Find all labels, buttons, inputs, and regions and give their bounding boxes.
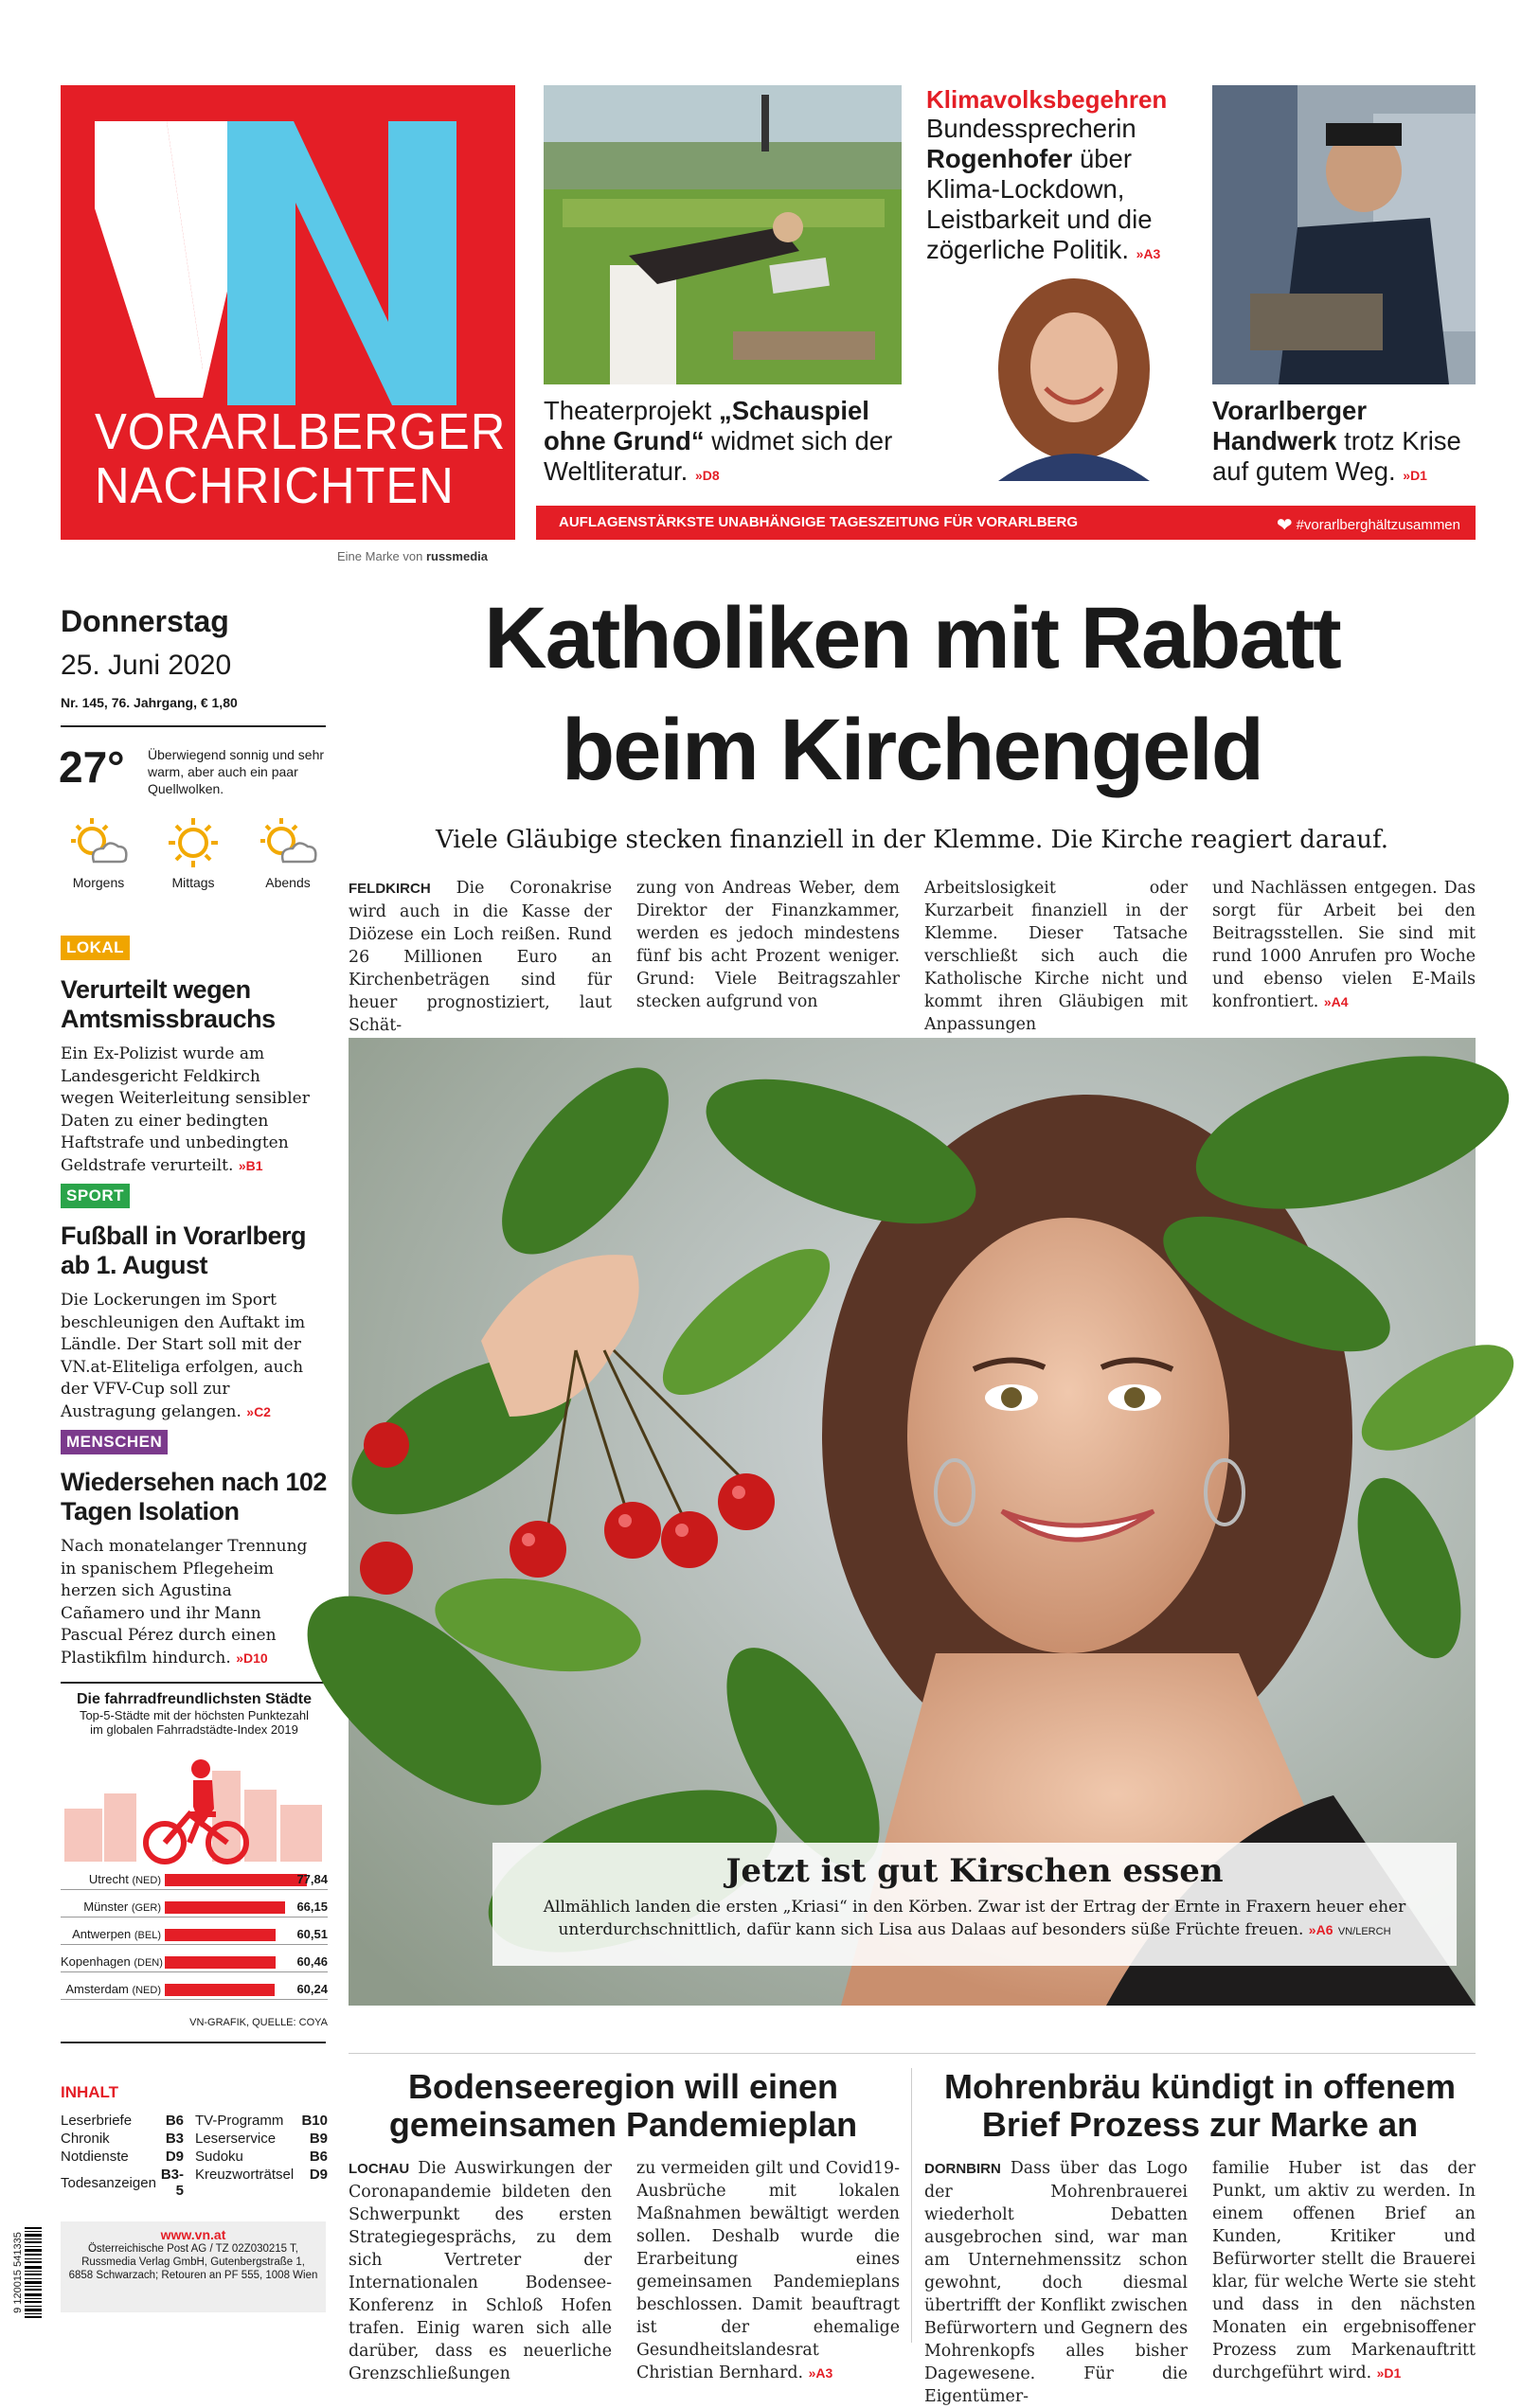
infographic-title: Die fahrradfreundlichsten Städte: [76, 1691, 313, 1707]
bar-row: [61, 1979, 328, 2000]
partly-cloudy-icon: [65, 816, 132, 869]
sidebar-headline-menschen[interactable]: Wiedersehen nach 102 Tagen Isolation: [61, 1468, 327, 1525]
column-divider: [911, 2068, 912, 2343]
imprint-box: [61, 2221, 326, 2312]
bike-infographic: [61, 1691, 328, 2034]
bar-row: [61, 1952, 328, 1972]
story-left-col-1-text: Die Auswirkungen der Coronapandemie bildeten den Schwerpunkt des ersten Strategiegesprächs, zu dem sich Vertreter der Internationalen Bodensee-Konferenz in Schloß Hofen trafen. Einig waren sich alle darüber, dass es neuerliche Grenzschließungen: [349, 2159, 612, 2383]
lead-col-1-text: Die Coronakrise wird auch in die Kasse der Diözese ein Loch reißen. Rund 26 Millionen Euro an Kirchenbeträgen sind für heuer prognostiziert, laut Schät-: [349, 879, 612, 1035]
story-right-ref[interactable]: »D1: [1376, 2365, 1402, 2381]
toc-label: Leserbriefe: [61, 2113, 133, 2129]
lead-col-2-text: zung von Andreas Weber, dem Direktor der Finanzkammer, werden es jedoch mindestens fünf bis acht Prozent weniger. Grund: Viele Beitragszahler stecken aufgrund von: [636, 879, 900, 1011]
bar-mark: [165, 1901, 285, 1914]
brand-note-name: russmedia: [425, 549, 488, 563]
divider: [61, 2042, 326, 2043]
hashtag[interactable]: [1277, 513, 1460, 537]
toc-label: Leserservice: [195, 2131, 277, 2147]
inhalt-left: [61, 2112, 184, 2200]
story-left-col-2: [636, 2157, 900, 2384]
bar-row: [61, 1869, 328, 1890]
toc-label: TV-Programm: [195, 2113, 284, 2129]
bar-mark: [165, 1956, 276, 1969]
barcode: [4, 2227, 42, 2318]
inhalt-title: INHALT: [61, 2083, 119, 2101]
toc-page: D9: [165, 2149, 184, 2165]
infographic-subtitle-2: im globalen Fahrradstädte-Index 2019: [90, 1722, 298, 1737]
caption-line-1: Allmählich landen die ersten „Kriasi“ in den Körben. Zwar ist der Ertrag der Ernte in Fraxern heuer eher: [543, 1898, 1406, 1917]
sidebar-ref-sport[interactable]: »C2: [246, 1403, 271, 1419]
lead-dateline: FELDKIRCH: [349, 881, 431, 897]
lead-col-3-text: Arbeitslosigkeit oder Kurzarbeit finanziell in der Klemme. Dieser Tatsache verschließt sich auch die Katholische Kirche nicht und kommt ihren Gläubigen mit Anpassungen: [924, 879, 1188, 1034]
sidebar-body-menschen: [61, 1536, 318, 1669]
barcode-number: 9 120015 541335: [12, 2232, 24, 2313]
handwerk-ref[interactable]: »D1: [1403, 468, 1427, 483]
toc-page: B9: [309, 2131, 328, 2147]
masthead-name-line2: NACHRICHTEN: [95, 457, 455, 514]
bar-category-label: [61, 1900, 161, 1914]
bar-category-label: [61, 1982, 161, 1996]
story-right-col-1: [924, 2157, 1188, 2408]
sidebar-ref-lokal[interactable]: »B1: [238, 1157, 263, 1173]
section-tag-sport[interactable]: SPORT: [61, 1184, 130, 1208]
klima-text-b: über Klima-Lockdown, Leistbarkeit und die zögerliche Politik.: [926, 144, 1153, 264]
bike-skyline-illustration: [61, 1752, 328, 1865]
toc-row[interactable]: [195, 2130, 328, 2148]
weather-text: Überwiegend sonnig und sehr warm, aber auch ein paar Quellwolken.: [148, 747, 325, 796]
theater-teaser-text-b: widmet sich der Weltliteratur.: [544, 426, 893, 486]
lead-ref[interactable]: »A4: [1323, 994, 1349, 1009]
caption-title[interactable]: Jetzt ist gut Kirschen essen: [725, 1852, 1224, 1890]
sidebar-body-lokal-text: Ein Ex-Polizist wurde am Landesgericht Feldkirch wegen Weiterleitung sensibler Daten zu einer bedingten Haftstrafe und unbedingten Geldstrafe verurteilt.: [61, 1044, 310, 1175]
toc-row[interactable]: [61, 2112, 184, 2130]
bar-country: (NED): [132, 1875, 161, 1886]
klima-kicker: Klimavolksbegehren: [926, 85, 1168, 114]
story-right-col-1-text: Dass über das Logo der Mohrenbrauerei wiederholt Debatten ausgebrochen sind, war man am Unternehmenssitz schon gewohnt, doch diesmal übertrifft der Konflikt zwischen Befürwortern und Gegnern des Mohrenkopfs alles bisher Dagewesene. Für die Eigentümer-: [924, 2159, 1189, 2406]
weather-label-mittags: Mittags: [171, 875, 215, 890]
theater-teaser[interactable]: [544, 396, 922, 491]
toc-page: B6: [165, 2113, 184, 2129]
bar-city: Amsterdam: [65, 1982, 133, 1996]
weekday: Donnerstag: [61, 604, 229, 638]
lead-headline-1[interactable]: Katholiken mit Rabatt: [484, 590, 1340, 687]
bar-country: (NED): [132, 1985, 161, 1996]
imprint-line-3: 6858 Schwarzach; Retouren an PF 555, 1008 Wien: [68, 2270, 318, 2281]
story-left-col-1: [349, 2157, 612, 2385]
toc-row[interactable]: [195, 2166, 328, 2184]
toc-label: Chronik: [61, 2131, 110, 2147]
toc-page: D9: [309, 2167, 328, 2183]
masthead-logo-block[interactable]: [61, 85, 515, 540]
lead-col-4: [1212, 877, 1476, 1013]
weather-slots: [61, 816, 328, 901]
handwerk-text-b: trotz Krise auf gutem Weg.: [1212, 426, 1461, 486]
sidebar-body-sport: [61, 1290, 318, 1423]
toc-label: Sudoku: [195, 2149, 243, 2165]
divider: [349, 2053, 1476, 2054]
masthead-name-line1: VORARLBERGER: [95, 403, 507, 460]
partly-cloudy-icon: [255, 816, 321, 869]
sidebar-headline-lokal[interactable]: Verurteilt wegen Amtsmissbrauchs: [61, 975, 276, 1033]
toc-page: B3-5: [160, 2167, 184, 2199]
toc-row[interactable]: [61, 2130, 184, 2148]
caption-line-2-text: unterdurchschnittlich, dafür kann sich Lisa aus Dalaas auf besonders süße Früchte freuen.: [558, 1920, 1304, 1939]
klima-teaser[interactable]: [926, 85, 1201, 269]
handwerk-bold: Vorarlberger Handwerk: [1212, 396, 1368, 455]
hashtag-text: #vorarlberghältzusammen: [1296, 517, 1460, 533]
bar-value-label: 60,24: [296, 1982, 328, 1996]
story-right-col-2-text: familie Huber ist das der Punkt, um aktiv zu werden. In einem offenen Brief an Kunden, Kritiker und Befürworter stellt die Brauerei klar, für welche Werte sie steht und dass in den nächsten Monaten ein ergebnisoffener Prozess zum Markenauftritt durchgeführt wird.: [1212, 2159, 1476, 2382]
theater-teaser-text-a: Theaterprojekt: [544, 396, 719, 425]
lead-headline-2[interactable]: beim Kirchengeld: [562, 702, 1262, 798]
rogenhofer-portrait[interactable]: [989, 275, 1159, 481]
klima-ref[interactable]: »A3: [1136, 246, 1161, 261]
bar-country: (GER): [131, 1902, 161, 1914]
bar-row: [61, 1924, 328, 1945]
photo-caption-box: [492, 1843, 1457, 1966]
toc-row[interactable]: [61, 2148, 184, 2166]
caption-ref[interactable]: »A6: [1308, 1922, 1333, 1937]
weather-slot-abends: [250, 816, 326, 890]
theater-teaser-ref[interactable]: »D8: [694, 468, 720, 483]
toc-page: B6: [309, 2149, 328, 2165]
handwerk-photo[interactable]: [1212, 85, 1476, 384]
bar-mark: [165, 1929, 276, 1941]
bar-mark: [165, 1984, 275, 1996]
sidebar-body-sport-text: Die Lockerungen im Sport beschleunigen den Auftakt im Ländle. Der Start soll mit der VN.at-Eliteliga erfolgen, auch der VFV-Cup soll zur Austragung gelangen.: [61, 1291, 306, 1421]
divider: [61, 1682, 326, 1684]
toc-label: Notdienste: [61, 2149, 129, 2165]
section-tag-menschen[interactable]: MENSCHEN: [61, 1430, 168, 1454]
toc-row[interactable]: [61, 2166, 184, 2200]
weather-slot-mittags: [155, 816, 231, 890]
story-right-headline-1[interactable]: Mohrenbräu kündigt in offenem: [944, 2067, 1456, 2106]
bar-value-label: 66,15: [296, 1900, 328, 1914]
sidebar-headline-sport[interactable]: Fußball in Vorarlberg ab 1. August: [61, 1222, 307, 1279]
infographic-source: VN-GRAFIK, QUELLE: COYA: [189, 2017, 328, 2028]
bar-city: Utrecht: [88, 1872, 133, 1886]
imprint-line-2: Russmedia Verlag GmbH, Gutenbergstraße 1,: [81, 2256, 305, 2268]
story-left-headline-2[interactable]: gemeinsamen Pandemieplan: [388, 2105, 858, 2144]
imprint-line-1: Österreichische Post AG / TZ 02Z030215 T,: [87, 2243, 298, 2255]
lead-subhead: Viele Gläubige stecken finanziell in der Klemme. Die Kirche reagiert darauf.: [435, 826, 1388, 854]
klima-text-a: Bundessprecherin: [926, 114, 1136, 143]
inhalt-right: [195, 2112, 328, 2184]
klima-bold: Rogenhofer: [926, 144, 1073, 173]
lead-col-4-text: und Nachlässen entgegen. Das sorgt für Arbeit bei den Beitragsstellen. Sie sind mit rund 1000 Anrufen pro Woche und ebenso vielen E-Mails konfrontiert.: [1212, 879, 1476, 1011]
bar-city: Kopenhagen: [61, 1954, 134, 1969]
bar-city: Münster: [83, 1900, 132, 1914]
sidebar-body-lokal: [61, 1043, 318, 1177]
date: 25. Juni 2020: [61, 650, 232, 681]
weather-slot-morgens: [61, 816, 136, 890]
slogan-bar: [536, 506, 1476, 540]
lead-col-1: [349, 877, 612, 1037]
brand-note-prefix: Eine Marke von: [337, 549, 423, 563]
story-right-col-2: [1212, 2157, 1476, 2384]
brand-note: [337, 549, 488, 563]
toc-label: Todesanzeigen: [61, 2174, 156, 2191]
bar-country: (BEL): [134, 1930, 161, 1941]
slogan-text: AUFLAGENSTÄRKSTE UNABHÄNGIGE TAGESZEITUNG FÜR VORARLBERG: [559, 514, 1079, 530]
story-left-dateline: LOCHAU: [349, 2161, 410, 2177]
lead-col-3: [924, 877, 1188, 1036]
sidebar-ref-menschen[interactable]: »D10: [236, 1650, 268, 1666]
weather-label-abends: Abends: [265, 875, 311, 890]
handwerk-teaser[interactable]: [1212, 396, 1477, 491]
site-url[interactable]: www.vn.at: [160, 2227, 226, 2242]
issue-info: Nr. 145, 76. Jahrgang, € 1,80: [61, 695, 238, 710]
story-left-ref[interactable]: »A3: [808, 2365, 833, 2381]
bar-row: [61, 1897, 328, 1917]
bar-mark: [165, 1874, 307, 1886]
theater-teaser-bold: „Schauspiel ohne Grund“: [544, 396, 869, 455]
bar-value-label: 60,51: [296, 1927, 328, 1941]
inhalt-table: [61, 2112, 328, 2200]
weather-label-morgens: Morgens: [72, 875, 125, 890]
bar-country: (DEN): [134, 1957, 163, 1969]
bar-value-label: 60,46: [296, 1954, 328, 1969]
weather-temp: 27°: [59, 742, 125, 792]
barcode-icon: [25, 2227, 42, 2318]
divider: [61, 725, 326, 727]
bar-category-label: [61, 1872, 161, 1886]
toc-row[interactable]: [195, 2148, 328, 2166]
klima-text: [926, 114, 1201, 269]
story-left-col-2-text: zu vermeiden gilt und Covid19-Ausbrüche mit lokalen Maßnahmen bewältigt werden sollen. Deshalb wurde die Erarbeitung eines gemeinsamen Pandemieplans beschlossen. Damit beauftragt ist der ehemalige Gesundheitslandesrat Christian Bernhard.: [636, 2159, 900, 2382]
bar-city: Antwerpen: [72, 1927, 134, 1941]
toc-page: B10: [301, 2113, 328, 2129]
bar-value-label: 77,84: [296, 1872, 328, 1886]
heart-icon: ❤: [1276, 515, 1293, 536]
section-tag-lokal[interactable]: LOKAL: [61, 936, 130, 960]
theater-photo[interactable]: [544, 85, 902, 384]
lead-col-2: [636, 877, 900, 1013]
bar-category-label: [61, 1927, 161, 1941]
caption-line-2: [492, 1918, 1457, 1943]
sidebar-body-menschen-text: Nach monatelanger Trennung in spanischem Pflegeheim herzen sich Agustina Cañamero und ihr Mann Pascual Pérez durch einen Plastikfilm hindurch.: [61, 1537, 308, 1668]
sun-icon: [163, 816, 224, 869]
infographic-subtitle-1: Top-5-Städte mit der höchsten Punktezahl: [79, 1708, 310, 1722]
photo-credit: VN/LERCH: [1337, 1926, 1391, 1937]
story-left-headline-1[interactable]: Bodenseeregion will einen: [407, 2067, 839, 2106]
bar-area: [61, 1869, 328, 2011]
toc-row[interactable]: [195, 2112, 328, 2130]
bar-category-label: [61, 1954, 161, 1969]
story-right-dateline: DORNBIRN: [924, 2161, 1001, 2177]
toc-label: Kreuzworträtsel: [195, 2167, 295, 2183]
story-right-headline-2[interactable]: Brief Prozess zur Marke an: [981, 2105, 1419, 2144]
toc-page: B3: [165, 2131, 184, 2147]
